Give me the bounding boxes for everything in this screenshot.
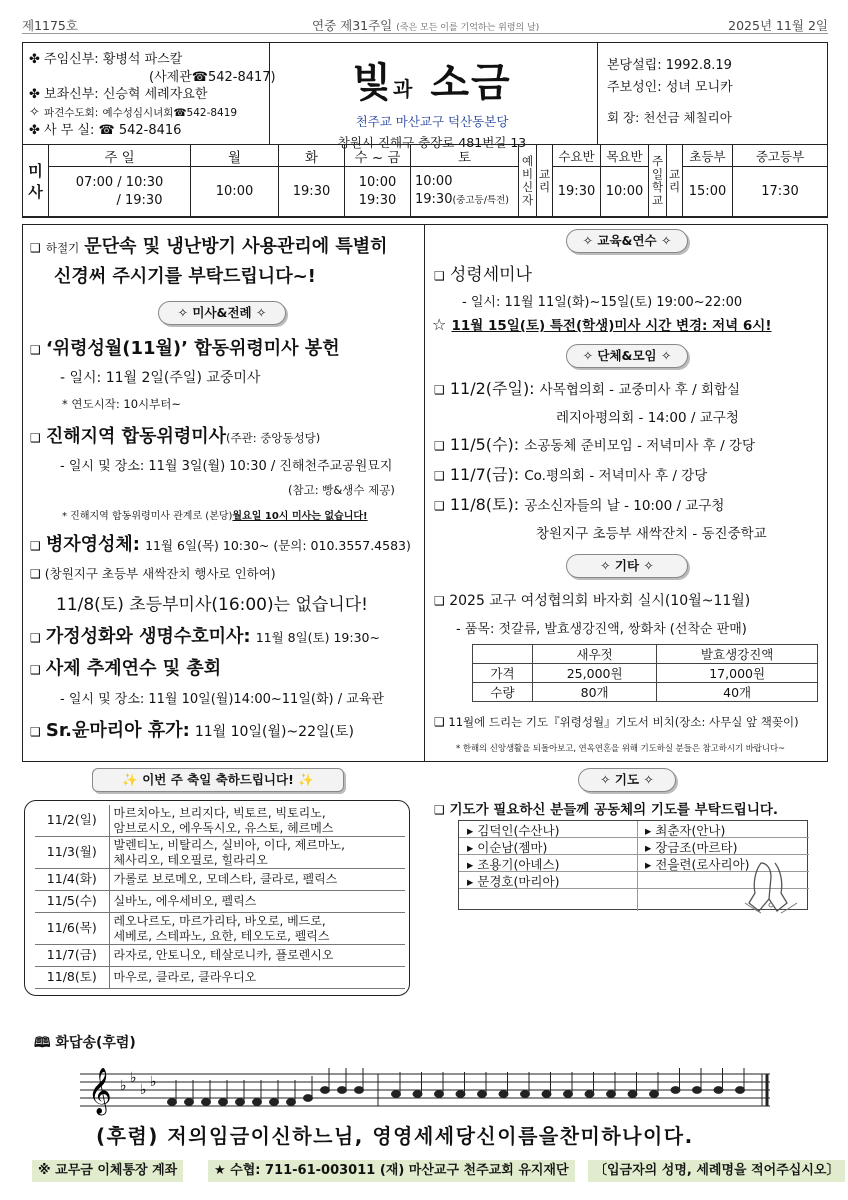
checkbox-icon: ❑ [434, 715, 445, 729]
note [736, 1087, 745, 1094]
note [542, 1091, 551, 1098]
prayer-name-left: ▸ 이순남(젬마) [467, 840, 548, 855]
issue-number: 제1175호 [22, 18, 78, 33]
top-line [22, 8, 828, 34]
parish-info [607, 55, 827, 129]
feast-row [35, 837, 405, 869]
footer-account [22, 1160, 840, 1184]
prep-header: 수요반 [553, 145, 601, 167]
footer-account-number: ★ 수협: 711-61-003011 (재) 마산교구 천주교회 유지재단 [208, 1160, 575, 1182]
section-pill-groups: ✧ 단체&모임 ✧ [566, 344, 688, 368]
feast-date: 11/6(목) [35, 913, 109, 945]
weekday-time: 19:30 [358, 192, 397, 208]
saturday-time: 10:00 [415, 174, 453, 189]
feast-date: 11/7(금) [35, 945, 109, 967]
sunday-school-label-2: 교리 [667, 145, 683, 217]
section-pill-etc: ✧ 기타 ✧ [566, 554, 688, 578]
feast-name-line: 마우로, 클라로, 클라우디오 [113, 970, 257, 985]
group-date: 11/7(금): [449, 465, 520, 484]
feast-name-line: 라자로, 안토니오, 테살로니카, 플로렌시오 [113, 948, 334, 963]
feast-names [109, 869, 405, 891]
notice-item [30, 564, 276, 582]
bazaar-title: 2025 교구 여성협의회 바자회 실시(10월~11월) [449, 593, 751, 609]
group-item [434, 492, 724, 515]
feast-box [24, 800, 410, 996]
staff-label: 사 무 실: [44, 123, 95, 138]
checkbox-icon: ❑ [30, 567, 41, 581]
table-row [473, 664, 818, 683]
warning-emphasis: 월요일 10시 미사는 없습니다! [232, 511, 368, 522]
feast-row [35, 805, 405, 837]
table-cell: 80개 [533, 683, 657, 702]
catechumen-label: 예비신자 [519, 145, 537, 217]
note [185, 1099, 194, 1106]
table-cell: 가격 [473, 664, 533, 683]
mass-schedule-table [22, 144, 828, 217]
edu-title: 성령세미나 [449, 265, 532, 285]
note [435, 1091, 444, 1098]
mass-header: 화 [279, 145, 345, 167]
intro-small: 하절기 [45, 241, 80, 255]
note [321, 1087, 330, 1094]
sunday-time: 07:00 / 10:30 [75, 174, 164, 190]
edu-notice [432, 314, 772, 334]
week-note: (죽은 모든 이를 기억하는 위령의 날) [396, 23, 540, 33]
feast-name-line: 암브로시오, 에우독시오, 유스토, 헤르메스 [113, 820, 334, 835]
staff-row [29, 86, 269, 104]
checkbox-icon: ❑ [30, 631, 41, 645]
monday-time: 10:00 [191, 167, 279, 217]
edu-item [434, 260, 532, 285]
checkbox-icon: ❑ [434, 439, 445, 453]
feast-names [109, 891, 405, 913]
checkbox-icon: ❑ [434, 499, 445, 513]
staff-row [29, 51, 269, 69]
note [219, 1099, 228, 1106]
item-title: 사제 추계연수 및 총회 [45, 658, 222, 679]
feast-date: 11/3(월) [35, 837, 109, 869]
checkbox-icon: ❑ [30, 539, 41, 553]
staff-row [29, 122, 269, 140]
group-date: 11/5(수): [449, 435, 520, 454]
feast-names [109, 967, 405, 989]
saturday-times [411, 167, 519, 217]
item-title: ‘위령성월(11월)’ 합동위령미사 봉헌 [45, 338, 340, 359]
mass-header: 월 [191, 145, 279, 167]
prayer-row [459, 821, 809, 838]
group-text: 공소신자들의 날 - 10:00 / 교구청 [524, 498, 725, 514]
prayer-name: 장금조(마르타) [655, 840, 738, 855]
feast-row [35, 945, 405, 967]
note [499, 1091, 508, 1098]
chair-row [607, 107, 827, 129]
founded-row [607, 55, 827, 77]
week-text: 연중 제31주일 [312, 18, 393, 33]
table-cell: 40개 [657, 683, 818, 702]
item-note: (창원지구 초등부 새싹잔치 행사로 인하여) [44, 566, 276, 581]
founded-value: 1992.8.19 [665, 58, 732, 73]
school-header: 초등부 [683, 145, 733, 167]
feast-name-line: 가롤로 보로메오, 모데스타, 클라로, 펠릭스 [113, 872, 338, 887]
note [355, 1087, 364, 1094]
edu-notice-text: 11월 15일(토) 특전(학생)미사 시간 변경: 저녁 6시! [451, 318, 772, 334]
prayer-title: 기도가 필요하신 분들께 공동체의 기도를 부탁드립니다. [449, 802, 779, 818]
note [456, 1091, 465, 1098]
table-cell: 25,000원 [533, 664, 657, 683]
parish-address: 창원시 진해구 충장로 481번길 13 [337, 135, 527, 150]
svg-text:♭: ♭ [140, 1082, 147, 1098]
notice-item [30, 530, 411, 556]
prayer-name: 문경호(마리아) [477, 874, 560, 889]
book-icon: 🕮 [34, 1035, 51, 1051]
note [304, 1095, 313, 1102]
checkbox-icon: ❑ [434, 469, 445, 483]
treble-clef-icon: 𝄞 [88, 1068, 112, 1114]
bulletin-logo [269, 51, 595, 108]
logo-text: 빛 [352, 59, 394, 106]
item-detail: (참고: 빵&생수 제공) [288, 483, 395, 497]
liturgical-week [312, 16, 539, 34]
notice-intro [30, 232, 388, 258]
song-title: 화답송(후렴) [55, 1035, 136, 1051]
logo-text: 과 [393, 77, 415, 101]
mass-header: 토 [411, 145, 519, 167]
staff-label: 파견수도회: [44, 106, 99, 119]
weekday-times [345, 167, 411, 217]
feast-name-line: 세베로, 스테파노, 요한, 테오도로, 펠릭스 [113, 928, 330, 943]
mass-header: 주 일 [49, 145, 191, 167]
sunday-times [49, 167, 191, 217]
item-title: Sr.윤마리아 휴가: [45, 720, 190, 741]
sunday-time: / 19:30 [116, 192, 163, 208]
footer-label: ※ 교무금 이체통장 계좌 [32, 1160, 183, 1182]
bazaar-table [472, 644, 818, 702]
note [270, 1099, 279, 1106]
school-time: 15:00 [683, 167, 733, 217]
item-detail: - 일시 및 장소: 11월 3일(월) 10:30 / 진해천주교공원묘지 [60, 459, 393, 474]
group-text: 사목협의회 - 교중미사 후 / 회합실 [539, 382, 741, 398]
prayer-name-left: ▸ 조용기(아녜스) [467, 857, 560, 872]
feast-name-line: 체사리오, 테오필로, 힐라리오 [113, 852, 268, 867]
saturday-time: 19:30 [415, 192, 453, 207]
prayer-name: 전을련(로사리아) [655, 857, 750, 872]
intro-line-2: 신경써 주시기를 부탁드립니다~! [54, 266, 316, 287]
feast-name-line: 레오나르도, 마르가리타, 바오로, 베드로, [113, 914, 326, 928]
prep-header: 목요반 [601, 145, 649, 167]
table-header: 발효생강진액 [657, 645, 818, 664]
item-title: 11/8(토) 초등부미사(16:00)는 없습니다! [56, 595, 368, 615]
checkbox-icon: ❑ [30, 431, 41, 445]
staff-row [29, 69, 276, 87]
prayer-name-left: ▸ 문경호(마리아) [467, 874, 560, 889]
item-detail: * 연도시작: 10시부터~ [62, 397, 181, 411]
group-text: 창원지구 초등부 새싹잔치 - 동진중학교 [536, 526, 767, 542]
table-row [473, 683, 818, 702]
founded-label: 본당설립: [607, 58, 662, 73]
feast-date: 11/8(토) [35, 967, 109, 989]
feast-row [35, 869, 405, 891]
item-value: 11월 6일(목) 10:30~ (문의: 010.3557.4583) [145, 538, 411, 553]
note [714, 1087, 723, 1094]
school-header: 중고등부 [733, 145, 828, 167]
feast-names [109, 837, 405, 869]
checkbox-icon: ❑ [434, 803, 445, 817]
item-title: 진해지역 합동위령미사 [45, 426, 227, 447]
prayer-list [458, 820, 808, 910]
table-header: 새우젓 [533, 645, 657, 664]
staff-value: 예수성심시녀회☎542-8419 [102, 106, 238, 119]
checkbox-icon: ❑ [30, 241, 41, 255]
notice-item [30, 422, 320, 448]
staff-value: 신승혁 세례자요한 [102, 87, 208, 102]
footer-note: 〔입금자의 성명, 세례명을 적어주십시오〕 [588, 1160, 845, 1182]
feast-names [109, 913, 405, 945]
checkbox-icon: ❑ [30, 343, 41, 357]
item-value: 11월 8일(토) 19:30~ [255, 630, 380, 645]
saturday-note: (중고등/특전) [452, 195, 509, 206]
checkbox-icon: ❑ [434, 594, 445, 608]
prayer-book-note: * 한해의 신앙생활을 되돌아보고, 연옥연혼을 위해 기도하실 분들은 참고하시기 바랍니다~ [456, 743, 786, 753]
checkbox-icon: ❑ [30, 663, 41, 677]
sparkle-icon: ✤ [29, 123, 40, 138]
table-cell [473, 645, 533, 664]
svg-text:♭: ♭ [150, 1074, 157, 1090]
staff-label: 보좌신부: [44, 87, 99, 102]
chair-label: 회 장: [607, 110, 640, 125]
group-item [434, 432, 755, 455]
item-detail: - 일시 및 장소: 11월 10일(월)14:00~11일(화) / 교육관 [60, 692, 384, 707]
group-text: 레지아평의회 - 14:00 / 교구청 [556, 410, 739, 426]
bulletin-header [22, 42, 828, 218]
group-item [434, 376, 740, 399]
item-title: 병자영성체: [45, 534, 140, 555]
note [392, 1091, 401, 1098]
column-divider [424, 224, 425, 762]
note [564, 1091, 573, 1098]
note [253, 1099, 262, 1106]
header-divider [597, 43, 598, 144]
chair-value: 천선금 체칠리아 [643, 110, 732, 125]
feast-name-line: 마르치아노, 브리지다, 빅토르, 빅토리노, [113, 806, 326, 820]
feast-row [35, 891, 405, 913]
praying-hands-icon [741, 859, 801, 915]
note [671, 1087, 680, 1094]
bazaar-item [434, 590, 750, 610]
staff-value: ☎ 542-8416 [98, 123, 182, 138]
note [287, 1099, 296, 1106]
group-item [434, 462, 707, 485]
group-text: Co.평의회 - 저녁미사 후 / 강당 [524, 468, 708, 484]
feast-date: 11/5(수) [35, 891, 109, 913]
feast-row [35, 967, 405, 989]
checkbox-icon: ❑ [434, 269, 445, 283]
group-text: 소공동체 준비모임 - 저녁미사 후 / 강당 [524, 438, 756, 454]
school-time: 17:30 [733, 167, 828, 217]
masthead [269, 47, 595, 151]
prayer-request [434, 798, 778, 818]
note [338, 1087, 347, 1094]
staff-value: (사제관☎542-8417) [149, 69, 276, 85]
intro-line-1: 문단속 및 냉난방기 사용관리에 특별히 [84, 236, 388, 257]
feast-name-line: 실바노, 에우세비오, 펠릭스 [113, 894, 257, 909]
group-date: 11/2(주일): [449, 379, 535, 398]
staff-label: 주임신부: [44, 52, 99, 67]
feast-date: 11/4(화) [35, 869, 109, 891]
prayer-name-right: ▸ 장금조(마르타) [645, 840, 738, 855]
issue-date: 2025년 11월 2일 [728, 18, 828, 33]
mass-header: 수 ~ 금 [345, 145, 411, 167]
catechumen-label-2: 교리 [537, 145, 553, 217]
star-icon: ☆ [432, 315, 447, 334]
section-pill-prayer: ✧ 기도 ✧ [578, 768, 676, 792]
staff-list [29, 51, 276, 140]
feast-names [109, 805, 405, 837]
patron-value: 성녀 모니카 [665, 80, 733, 95]
feast-name-line: 발렌티노, 비탈리스, 실비아, 이다, 제르마노, [113, 838, 345, 852]
item-value: 11월 10일(월)~22일(토) [194, 724, 354, 740]
staff-row [29, 104, 269, 123]
prayer-book-item [434, 714, 799, 730]
table-cell: 수량 [473, 683, 533, 702]
notice-item [30, 622, 380, 648]
note [413, 1091, 422, 1098]
checkbox-icon: ❑ [30, 725, 41, 739]
item-title: 가정성화와 생명수호미사: [45, 626, 251, 647]
patron-row [607, 77, 827, 99]
note [628, 1091, 637, 1098]
parish-name: 천주교 마산교구 덕산동본당 [355, 114, 509, 129]
warning-text: * 진해지역 합동위령미사 관계로 (본당) [62, 511, 233, 522]
notice-item [30, 654, 221, 680]
item-note: (주관: 중앙동성당) [226, 431, 321, 445]
feast-title: ✨ 이번 주 축일 축하드립니다! ✨ [92, 768, 344, 792]
feast-names [109, 945, 405, 967]
prayer-name: 김덕인(수산나) [477, 823, 560, 838]
prep-time: 19:30 [553, 167, 601, 217]
note [585, 1091, 594, 1098]
note [236, 1099, 245, 1106]
section-pill-liturgy: ✧ 미사&전례 ✧ [158, 301, 286, 325]
notice-item [30, 334, 340, 360]
note [521, 1091, 530, 1098]
edu-detail: - 일시: 11월 11일(화)~15일(토) 19:00~22:00 [462, 295, 743, 310]
notice-item [30, 716, 354, 742]
checkbox-icon: ❑ [434, 383, 445, 397]
prep-time: 10:00 [601, 167, 649, 217]
bazaar-items: - 품목: 젓갈류, 발효생강진액, 쌍화차 (선착순 판매) [456, 622, 747, 637]
sunday-school-label: 주일학교 [649, 145, 667, 217]
song-lyrics: (후렴) 저의임금이신하느님, 영영세세당신이름을찬미하나이다. [96, 1124, 694, 1148]
responsorial-title [34, 1032, 136, 1056]
prayer-row [459, 838, 809, 855]
svg-text:♭: ♭ [130, 1070, 137, 1086]
feast-row [35, 913, 405, 945]
sparkle-icon: ✤ [29, 52, 40, 67]
item-detail: - 일시: 11월 2일(주일) 교중미사 [60, 370, 261, 386]
note [693, 1087, 702, 1094]
patron-label: 주보성인: [607, 80, 662, 95]
feast-date: 11/2(일) [35, 805, 109, 837]
diamond-icon: ✧ [29, 104, 40, 120]
tuesday-time: 19:30 [279, 167, 345, 217]
group-date: 11/8(토): [449, 495, 520, 514]
prayer-name: 조용기(아녜스) [477, 857, 560, 872]
table-row [473, 645, 818, 664]
sparkle-icon: ✤ [29, 87, 40, 102]
prayer-name-right: ▸ 최춘자(안나) [645, 823, 726, 838]
mass-row-label: 미사 [23, 145, 49, 217]
music-staff [80, 1060, 770, 1120]
note [478, 1091, 487, 1098]
section-pill-education: ✧ 교육&연수 ✧ [566, 229, 688, 253]
prayer-name-left: ▸ 김덕인(수산나) [467, 823, 560, 838]
svg-text:♭: ♭ [120, 1078, 127, 1094]
note [202, 1099, 211, 1106]
staff-value: 황병석 파스칼 [102, 52, 183, 67]
item-warning [62, 507, 368, 522]
note [650, 1091, 659, 1098]
prayer-name: 이순남(젬마) [477, 840, 548, 855]
note [607, 1091, 616, 1098]
feast-table [35, 805, 405, 989]
prayer-name: 최춘자(안나) [655, 823, 726, 838]
note [168, 1099, 177, 1106]
weekday-time: 10:00 [358, 174, 397, 190]
prayer-book-text: 11월에 드리는 기도『위령성월』기도서 비치(장소: 사무실 앞 책꽂이) [448, 715, 799, 729]
prayer-name-right: ▸ 전을련(로사리아) [645, 857, 750, 872]
table-cell: 17,000원 [657, 664, 818, 683]
logo-text: 소금 [430, 59, 512, 106]
